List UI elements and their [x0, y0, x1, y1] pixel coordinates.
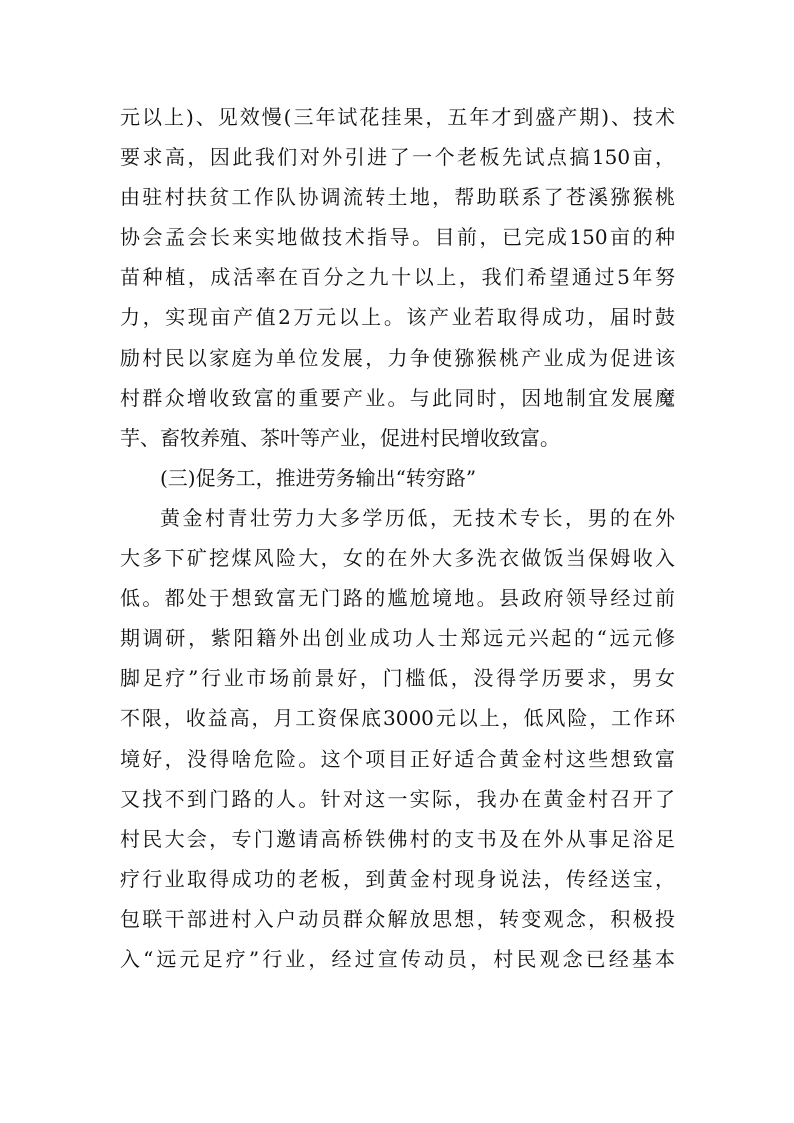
- text-line-21: 包联干部进村入户动员群众解放思想，转变观念，积极投: [120, 906, 675, 931]
- text-line-13: 低。都处于想致富无门路的尴尬境地。县政府领导经过前: [120, 586, 675, 611]
- text-line-20: 疗行业取得成功的老板，到黄金村现身说法，传经送宝，: [120, 866, 675, 891]
- text-line-17: 境好，没得啥危险。这个项目正好适合黄金村这些想致富: [120, 746, 675, 771]
- text-line-4: 协会孟会长来实地做技术指导。目前，已完成150亩的种: [120, 225, 675, 250]
- text-line-8: 村群众增收致富的重要产业。与此同时，因地制宜发展魔: [120, 385, 675, 410]
- text-line-15: 脚足疗”行业市场前景好，门槛低，没得学历要求，男女: [120, 666, 675, 691]
- text-line-1: 元以上)、见效慢(三年试花挂果，五年才到盛产期)、技术: [120, 105, 675, 129]
- text-line-14: 期调研，紫阳籍外出创业成功人士郑远元兴起的“远元修: [120, 626, 675, 651]
- text-line-18: 又找不到门路的人。针对这一实际，我办在黄金村召开了: [120, 786, 675, 811]
- text-line-9: 芋、畜牧养殖、茶叶等产业，促进村民增收致富。: [120, 425, 560, 450]
- text-line-19: 村民大会，专门邀请高桥铁佛村的支书及在外从事足浴足: [120, 826, 675, 851]
- text-line-11: 黄金村青壮劳力大多学历低，无技术专长，男的在外: [160, 505, 675, 530]
- text-line-7: 励村民以家庭为单位发展，力争使猕猴桃产业成为促进该: [120, 345, 675, 370]
- text-line-16: 不限，收益高，月工资保底3000元以上，低风险，工作环: [120, 706, 675, 731]
- body-text: [120, 97, 675, 979]
- text-line-12: 大多下矿挖煤风险大，女的在外大多洗衣做饭当保姆收入: [120, 546, 675, 571]
- text-line-6: 力，实现亩产值2万元以上。该产业若取得成功，届时鼓: [120, 305, 675, 330]
- text-line-22: 入“远元足疗”行业，经过宣传动员，村民观念已经基本: [120, 946, 675, 971]
- text-line-2: 要求高，因此我们对外引进了一个老板先试点搞150亩，: [120, 145, 675, 170]
- text-line-3: 由驻村扶贫工作队协调流转土地，帮助联系了苍溪猕猴桃: [120, 185, 675, 210]
- section-heading: (三)促务工，推进劳务输出“转穷路”: [160, 465, 477, 490]
- text-line-5: 苗种植，成活率在百分之九十以上，我们希望通过5年努: [120, 265, 675, 290]
